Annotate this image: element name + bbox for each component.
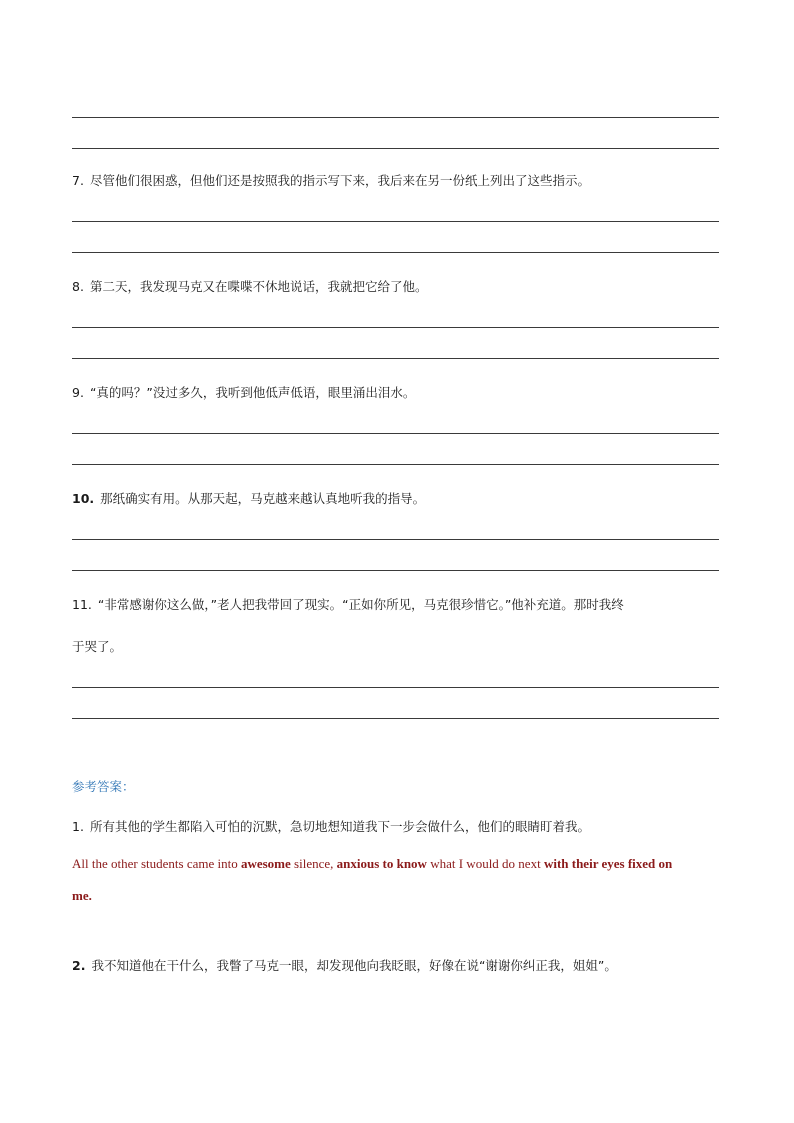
english-text: All the other students came into	[72, 856, 241, 871]
question-text: 尽管他们很困惑，但他们还是按照我的指示写下来，我后来在另一份纸上列出了这些指示。	[89, 173, 590, 188]
english-keyword: with their eyes fixed on	[543, 856, 673, 871]
answer-line	[72, 570, 719, 571]
answer-line	[72, 718, 719, 719]
english-text: silence,	[290, 856, 337, 871]
answer-line	[72, 117, 719, 118]
english-keyword: awesome	[240, 856, 291, 871]
answer-line	[72, 148, 719, 149]
question-number: 11.	[72, 597, 92, 612]
question-number: 7.	[72, 173, 84, 188]
answer-line	[72, 252, 719, 253]
question-11	[72, 597, 624, 613]
answer-1-english-continuation	[72, 888, 92, 904]
question-10	[72, 491, 425, 507]
english-keyword: anxious to know	[336, 856, 427, 871]
answer-line	[72, 433, 719, 434]
answers-heading: 参考答案：	[72, 779, 135, 794]
answer-number: 2.	[72, 958, 86, 973]
question-11-continuation: 于哭了。	[72, 639, 123, 654]
question-text: 第二天，我发现马克又在喋喋不休地说话，我就把它给了他。	[89, 279, 428, 294]
answer-line	[72, 539, 719, 540]
answer-text: 所有其他的学生都陷入可怕的沉默，急切地想知道我下一步会做什么，他们的眼睛盯着我。	[89, 819, 590, 834]
question-9	[72, 385, 415, 401]
answer-1-english	[72, 856, 672, 872]
question-text: 那纸确实有用。从那天起，马克越来越认真地听我的指导。	[100, 491, 426, 506]
answer-1-chinese	[72, 819, 590, 835]
answer-text: 我不知道他在干什么，我瞥了马克一眼，却发现他向我眨眼，好像在说“谢谢你纠正我，姐姐”。	[91, 958, 617, 973]
question-number: 10.	[72, 491, 95, 506]
question-number: 9.	[72, 385, 84, 400]
question-7	[72, 173, 590, 189]
english-text: what I would do next	[426, 856, 544, 871]
answer-2-chinese	[72, 958, 617, 974]
answer-line	[72, 464, 719, 465]
question-text: “非常感谢你这么做，”老人把我带回了现实。“正如你所见，马克很珍惜它。”他补充道。那时我终	[97, 597, 624, 612]
question-number: 8.	[72, 279, 84, 294]
answer-number: 1.	[72, 819, 84, 834]
answer-line	[72, 358, 719, 359]
english-keyword: me.	[72, 888, 92, 903]
answer-line	[72, 687, 719, 688]
question-8	[72, 279, 427, 295]
answer-line	[72, 221, 719, 222]
answer-line	[72, 327, 719, 328]
question-text: “真的吗？”没过多久，我听到他低声低语，眼里涌出泪水。	[89, 385, 416, 400]
